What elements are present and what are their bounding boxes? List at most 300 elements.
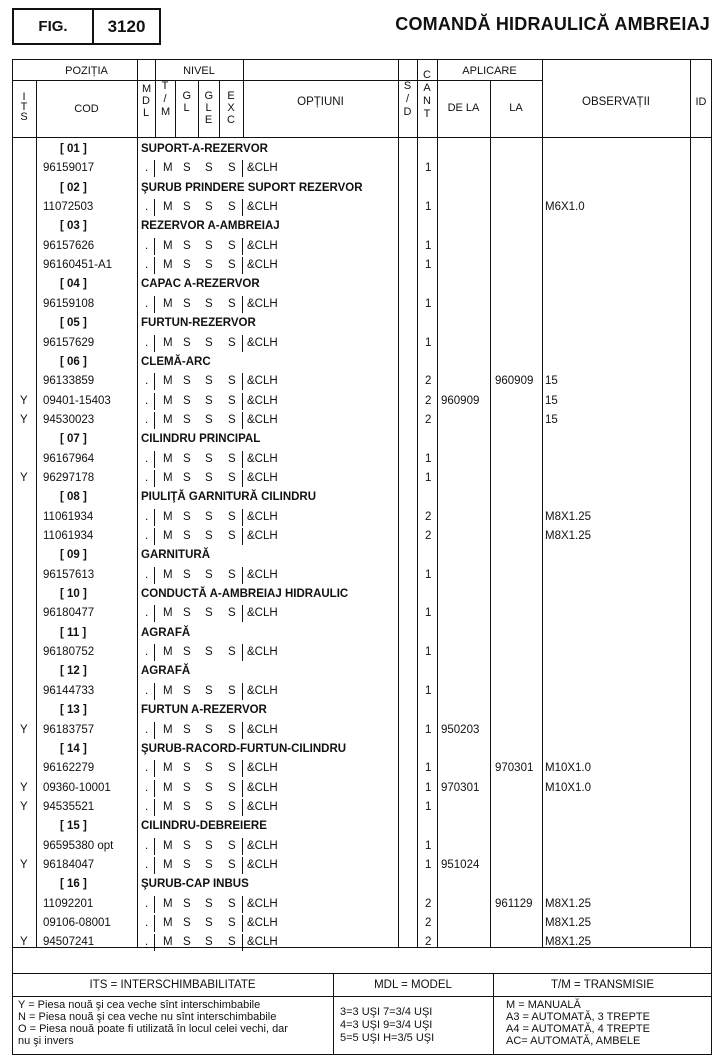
mdl-cell: .	[145, 762, 149, 775]
mdl-cell: .	[145, 297, 149, 310]
cell-separator	[154, 160, 155, 177]
cell-separator	[154, 509, 155, 526]
exc-cell: S	[228, 452, 236, 465]
gl-cell: S	[183, 394, 191, 407]
cell-separator	[242, 722, 243, 739]
part-code: 09360-10001	[43, 781, 111, 794]
part-code: 96133859	[43, 375, 95, 388]
exc-cell: S	[228, 162, 236, 175]
mdl-cell: .	[145, 858, 149, 871]
col-line-id	[690, 59, 691, 947]
qty-cell: 1	[425, 336, 432, 349]
gl-cell: S	[183, 297, 191, 310]
gl-cell: S	[183, 646, 191, 659]
options-cell: &CLH	[247, 201, 278, 214]
legend-tm-line: A3 = AUTOMATĂ, 3 TREPTE	[506, 1011, 650, 1023]
options-cell: &CLH	[247, 413, 278, 426]
header-divider-bottom	[12, 137, 712, 138]
legend-mdl-line: 3=3 UŞI 7=3/4 UŞI	[340, 1006, 433, 1018]
mdl-cell: .	[145, 259, 149, 272]
cell-separator	[154, 683, 155, 700]
gl-cell: S	[183, 336, 191, 349]
part-code: 09106-08001	[43, 917, 111, 929]
options-cell: &CLH	[247, 510, 278, 523]
exc-cell: S	[228, 259, 236, 272]
cell-separator	[154, 257, 155, 274]
date-from: 970301	[441, 781, 480, 794]
cell-separator	[154, 238, 155, 255]
header-gl: G L	[182, 90, 192, 114]
part-code: 11072503	[43, 201, 94, 214]
gl-cell: S	[183, 162, 191, 175]
legend-title-top	[12, 973, 712, 974]
gle-cell: S	[205, 452, 213, 465]
group-position: [ 09 ]	[60, 549, 87, 562]
gle-cell: S	[205, 239, 213, 252]
header-aplicare: APLICARE	[462, 65, 517, 77]
cell-separator	[154, 799, 155, 816]
exc-cell: S	[228, 762, 236, 775]
part-code: 96162279	[43, 762, 95, 775]
header-la: LA	[509, 102, 523, 114]
cell-separator	[154, 838, 155, 855]
exc-cell: S	[228, 413, 236, 426]
its-cell: Y	[20, 858, 28, 871]
gl-cell: S	[183, 684, 191, 697]
exc-cell: S	[228, 568, 236, 581]
gl-cell: S	[183, 781, 191, 794]
options-cell: &CLH	[247, 162, 278, 175]
mdl-cell: .	[145, 839, 149, 852]
gl-cell: S	[183, 530, 191, 542]
group-position: [ 03 ]	[60, 220, 87, 233]
part-code: 96157613	[43, 568, 95, 581]
legend-its-line: nu şi invers	[18, 1035, 74, 1047]
mdl-cell: .	[145, 162, 149, 175]
tm-cell: M	[163, 684, 173, 697]
part-code: 11092201	[43, 897, 94, 910]
part-code: 96183757	[43, 723, 95, 736]
gle-cell: S	[205, 839, 213, 852]
gl-cell: S	[183, 259, 191, 272]
group-position: [ 01 ]	[60, 143, 87, 155]
mdl-cell: .	[145, 684, 149, 697]
part-code: 96144733	[43, 684, 95, 697]
qty-cell: 1	[425, 839, 432, 852]
observations-cell: M10X1.0	[545, 762, 592, 775]
legend-its-line: Y = Piesa nouă şi cea veche sînt interschimbabile	[18, 999, 261, 1011]
gl-cell: S	[183, 936, 191, 949]
header-its: I T S	[20, 91, 28, 123]
options-cell: &CLH	[247, 297, 278, 310]
mdl-cell: .	[145, 394, 149, 407]
qty-cell: 1	[425, 297, 432, 310]
exc-cell: S	[228, 839, 236, 852]
part-code: 96160451-A1	[43, 259, 113, 272]
group-name: CLEMĂ-ARC	[141, 355, 211, 368]
mdl-cell: .	[145, 201, 149, 214]
options-cell: &CLH	[247, 471, 278, 484]
part-code: 96159017	[43, 162, 95, 175]
exc-cell: S	[228, 897, 236, 910]
group-name: CONDUCTĂ A-AMBREIAJ HIDRAULIC	[141, 588, 349, 601]
cell-separator	[242, 470, 243, 487]
exc-cell: S	[228, 684, 236, 697]
gl-cell: S	[183, 471, 191, 484]
mdl-cell: .	[145, 471, 149, 484]
col-line-its	[36, 81, 37, 947]
cell-separator	[242, 838, 243, 855]
gle-cell: S	[205, 646, 213, 659]
qty-cell: 2	[425, 413, 432, 426]
page-title: COMANDĂ HIDRAULICĂ AMBREIAJ	[395, 14, 710, 34]
tm-cell: M	[163, 897, 173, 910]
cell-separator	[154, 896, 155, 913]
legend-tm-line: A4 = AUTOMATĂ, 4 TREPTE	[506, 1023, 650, 1035]
date-from: 950203	[441, 723, 480, 736]
legend-its-title: ITS = INTERSCHIMBABILITATE	[89, 979, 256, 991]
date-to: 961129	[495, 897, 533, 910]
group-position: [ 05 ]	[60, 317, 87, 330]
mdl-cell: .	[145, 917, 149, 929]
cell-separator	[242, 160, 243, 177]
tm-cell: M	[163, 394, 173, 407]
header-gle: G L E	[204, 90, 214, 126]
part-code: 96157626	[43, 239, 95, 252]
col-line-cant	[417, 59, 418, 947]
gle-cell: S	[205, 471, 213, 484]
gl-cell: S	[183, 800, 191, 813]
qty-cell: 1	[425, 762, 432, 775]
legend-its-line: N = Piesa nouă şi cea veche nu sînt interschimbabile	[18, 1011, 277, 1023]
qty-cell: 1	[425, 723, 432, 736]
date-from: 951024	[441, 858, 480, 871]
gl-cell: S	[183, 762, 191, 775]
tm-cell: M	[163, 162, 173, 175]
date-to: 970301	[495, 762, 534, 775]
cell-separator	[242, 799, 243, 816]
observations-cell: 15	[545, 394, 558, 407]
gl-cell: S	[183, 510, 191, 523]
tm-cell: M	[163, 239, 173, 252]
mdl-cell: .	[145, 936, 149, 949]
cell-separator	[242, 780, 243, 797]
cell-separator	[242, 451, 243, 468]
group-position: [ 07 ]	[60, 433, 87, 446]
group-name: FURTUN A-REZERVOR	[141, 704, 267, 717]
qty-cell: 1	[425, 646, 432, 659]
header-mdl: M D L	[142, 83, 152, 119]
col-line-la	[490, 81, 491, 947]
date-from: 960909	[441, 394, 480, 407]
cell-separator	[242, 934, 243, 951]
tm-cell: M	[163, 375, 173, 388]
group-name: ŞURUB-RACORD-FURTUN-CILINDRU	[141, 742, 347, 755]
legend-mdl-title: MDL = MODEL	[374, 979, 452, 991]
part-code: 94535521	[43, 800, 95, 813]
its-cell: Y	[20, 800, 28, 813]
part-code: 96167964	[43, 452, 95, 465]
exc-cell: S	[228, 471, 236, 484]
cell-separator	[154, 335, 155, 352]
cell-separator	[242, 528, 243, 545]
figure-box	[12, 8, 161, 45]
gle-cell: S	[205, 762, 213, 775]
options-cell: &CLH	[247, 897, 278, 910]
observations-cell: M8X1.25	[545, 936, 592, 949]
exc-cell: S	[228, 394, 236, 407]
cell-separator	[154, 567, 155, 584]
qty-cell: 2	[425, 897, 432, 910]
cell-separator	[242, 857, 243, 874]
qty-cell: 1	[425, 239, 432, 252]
exc-cell: S	[228, 530, 236, 542]
legend-divider-top	[12, 947, 712, 948]
col-line-sd	[398, 59, 399, 947]
options-cell: &CLH	[247, 684, 278, 697]
part-code: 94507241	[43, 936, 95, 949]
cell-separator	[242, 683, 243, 700]
gl-cell: S	[183, 568, 191, 581]
qty-cell: 2	[425, 936, 432, 949]
mdl-cell: .	[145, 800, 149, 813]
part-code: 96180477	[43, 607, 95, 620]
gle-cell: S	[205, 800, 213, 813]
cell-separator	[154, 451, 155, 468]
group-position: [ 12 ]	[60, 665, 87, 678]
its-cell: Y	[20, 394, 28, 407]
gle-cell: S	[205, 530, 213, 542]
tm-cell: M	[163, 201, 173, 214]
tm-cell: M	[163, 839, 173, 852]
group-name: PIULIŢĂ GARNITURĂ CILINDRU	[141, 491, 317, 504]
header-dela: DE LA	[447, 102, 480, 114]
gle-cell: S	[205, 897, 213, 910]
cell-separator	[154, 644, 155, 661]
qty-cell: 1	[425, 781, 432, 794]
cell-separator	[154, 857, 155, 874]
gle-cell: S	[205, 568, 213, 581]
exc-cell: S	[228, 858, 236, 871]
part-code: 96159108	[43, 297, 95, 310]
cell-separator	[242, 605, 243, 622]
mdl-cell: .	[145, 239, 149, 252]
group-position: [ 16 ]	[60, 878, 87, 891]
gle-cell: S	[205, 684, 213, 697]
tm-cell: M	[163, 646, 173, 659]
cell-separator	[242, 509, 243, 526]
options-cell: &CLH	[247, 646, 278, 659]
gle-cell: S	[205, 917, 213, 929]
exc-cell: S	[228, 510, 236, 523]
mdl-cell: .	[145, 452, 149, 465]
gle-cell: S	[205, 723, 213, 736]
gl-cell: S	[183, 858, 191, 871]
part-code: 94530023	[43, 413, 95, 426]
cell-separator	[242, 373, 243, 390]
group-name: FURTUN-REZERVOR	[141, 317, 256, 330]
gle-cell: S	[205, 936, 213, 949]
cell-separator	[154, 934, 155, 951]
options-cell: &CLH	[247, 839, 278, 852]
qty-cell: 1	[425, 259, 432, 272]
part-code: 11061934	[43, 530, 94, 542]
observations-cell: M10X1.0	[545, 781, 592, 794]
mdl-cell: .	[145, 375, 149, 388]
exc-cell: S	[228, 646, 236, 659]
cell-separator	[154, 528, 155, 545]
qty-cell: 2	[425, 530, 432, 542]
gl-cell: S	[183, 375, 191, 388]
legend-mdl-line: 5=5 UŞI H=3/5 UŞI	[340, 1032, 435, 1044]
gle-cell: S	[205, 336, 213, 349]
part-code: 09401-15403	[43, 394, 111, 407]
observations-cell: M8X1.25	[545, 917, 592, 929]
col-line-dela	[437, 59, 438, 947]
gl-cell: S	[183, 897, 191, 910]
group-position: [ 14 ]	[60, 742, 87, 755]
exc-cell: S	[228, 375, 236, 388]
options-cell: &CLH	[247, 936, 278, 949]
gl-cell: S	[183, 413, 191, 426]
group-position: [ 15 ]	[60, 820, 87, 833]
observations-cell: M8X1.25	[545, 897, 592, 910]
gl-cell: S	[183, 452, 191, 465]
cell-separator	[242, 199, 243, 216]
cell-separator	[242, 412, 243, 429]
legend-tm-title: T/M = TRANSMISIE	[551, 979, 654, 991]
gl-cell: S	[183, 723, 191, 736]
qty-cell: 2	[425, 394, 432, 407]
cell-separator	[154, 296, 155, 313]
group-position: [ 08 ]	[60, 491, 87, 504]
part-code: 11061934	[43, 510, 94, 523]
header-nivel: NIVEL	[183, 65, 215, 77]
tm-cell: M	[163, 781, 173, 794]
options-cell: &CLH	[247, 452, 278, 465]
cell-separator	[242, 238, 243, 255]
cell-separator	[154, 373, 155, 390]
group-name: AGRAFĂ	[141, 665, 191, 678]
tm-cell: M	[163, 413, 173, 426]
tm-cell: M	[163, 259, 173, 272]
qty-cell: 1	[425, 201, 432, 214]
mdl-cell: .	[145, 568, 149, 581]
options-cell: &CLH	[247, 800, 278, 813]
exc-cell: S	[228, 917, 236, 929]
legend-divider-mid	[12, 996, 712, 997]
observations-cell: M6X1.0	[545, 201, 585, 214]
mdl-cell: .	[145, 510, 149, 523]
exc-cell: S	[228, 723, 236, 736]
group-name: CAPAC A-REZERVOR	[141, 278, 260, 291]
exc-cell: S	[228, 607, 236, 620]
group-name: ŞURUB-CAP INBUS	[141, 878, 249, 891]
cell-separator	[154, 915, 155, 932]
its-cell: Y	[20, 413, 28, 426]
gle-cell: S	[205, 781, 213, 794]
group-name: GARNITURĂ	[141, 549, 210, 562]
part-code: 96595380 opt	[43, 839, 114, 852]
tm-cell: M	[163, 607, 173, 620]
legend-its-line: O = Piesa nouă poate fi utilizată în locul celei vechi, dar	[18, 1023, 288, 1035]
tm-cell: M	[163, 762, 173, 775]
observations-cell: M8X1.25	[545, 510, 592, 523]
options-cell: &CLH	[247, 530, 278, 542]
part-code: 96297178	[43, 471, 95, 484]
options-cell: &CLH	[247, 781, 278, 794]
gle-cell: S	[205, 201, 213, 214]
group-name: SUPORT-A-REZERVOR	[141, 143, 268, 155]
header-id: ID	[695, 96, 707, 108]
gl-cell: S	[183, 201, 191, 214]
qty-cell: 1	[425, 684, 432, 697]
exc-cell: S	[228, 936, 236, 949]
mdl-cell: .	[145, 723, 149, 736]
cell-separator	[242, 335, 243, 352]
col-line-cod	[137, 59, 138, 947]
legend-tm-line: AC= AUTOMATĂ, AMBELE	[506, 1035, 641, 1047]
gle-cell: S	[205, 375, 213, 388]
its-cell: Y	[20, 936, 28, 949]
options-cell: &CLH	[247, 336, 278, 349]
tm-cell: M	[163, 917, 173, 929]
parts-table	[12, 59, 712, 1055]
gle-cell: S	[205, 259, 213, 272]
cell-separator	[154, 199, 155, 216]
qty-cell: 2	[425, 917, 432, 929]
tm-cell: M	[163, 510, 173, 523]
gl-cell: S	[183, 607, 191, 620]
its-cell: Y	[20, 781, 28, 794]
qty-cell: 2	[425, 375, 432, 388]
options-cell: &CLH	[247, 259, 278, 272]
header-sd: S / D	[403, 80, 412, 118]
group-position: [ 13 ]	[60, 704, 87, 717]
tm-cell: M	[163, 568, 173, 581]
gle-cell: S	[205, 394, 213, 407]
header-exc: E X C	[227, 90, 235, 126]
qty-cell: 1	[425, 607, 432, 620]
tm-cell: M	[163, 936, 173, 949]
options-cell: &CLH	[247, 607, 278, 620]
header-optiuni: OPȚIUNI	[297, 96, 344, 108]
exc-cell: S	[228, 336, 236, 349]
options-cell: &CLH	[247, 858, 278, 871]
its-cell: Y	[20, 471, 28, 484]
qty-cell: 1	[425, 162, 432, 175]
tm-cell: M	[163, 452, 173, 465]
cell-separator	[242, 567, 243, 584]
cell-separator	[154, 412, 155, 429]
group-name: CILINDRU PRINCIPAL	[141, 433, 261, 446]
fig-number: 3120	[107, 16, 146, 36]
mdl-cell: .	[145, 646, 149, 659]
its-cell: Y	[20, 723, 28, 736]
options-cell: &CLH	[247, 394, 278, 407]
cell-separator	[154, 470, 155, 487]
qty-cell: 1	[425, 452, 432, 465]
gle-cell: S	[205, 297, 213, 310]
date-to: 960909	[495, 375, 534, 388]
mdl-cell: .	[145, 781, 149, 794]
gle-cell: S	[205, 607, 213, 620]
options-cell: &CLH	[247, 239, 278, 252]
tm-cell: M	[163, 723, 173, 736]
fig-label: FIG.	[14, 10, 94, 43]
group-name: ŞURUB PRINDERE SUPORT REZERVOR	[141, 181, 363, 194]
cell-separator	[154, 393, 155, 410]
